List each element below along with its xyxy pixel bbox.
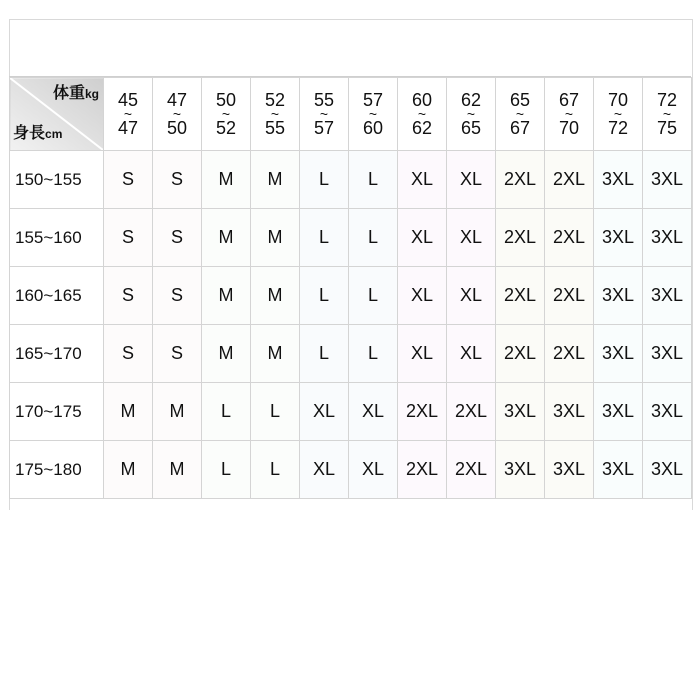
size-cell: 2XL xyxy=(545,267,594,325)
weight-range-header xyxy=(300,78,349,151)
size-cell: 3XL xyxy=(594,383,643,441)
height-unit: cm xyxy=(45,127,63,141)
weight-value: 70 xyxy=(607,89,629,110)
size-cell: 3XL xyxy=(594,441,643,499)
size-cell: M xyxy=(202,151,251,209)
size-cell: 3XL xyxy=(643,267,692,325)
weight-value: 62 xyxy=(411,117,433,138)
size-cell: S xyxy=(153,209,202,267)
size-cell: S xyxy=(104,209,153,267)
size-row xyxy=(10,151,692,209)
range-separator: ~ xyxy=(368,105,378,122)
weight-range-header xyxy=(349,78,398,151)
size-cell: S xyxy=(104,267,153,325)
size-cell: 3XL xyxy=(594,209,643,267)
weight-range-header xyxy=(202,78,251,151)
size-cell: 2XL xyxy=(496,209,545,267)
size-cell: 3XL xyxy=(643,441,692,499)
size-cell: L xyxy=(349,325,398,383)
size-cell: M xyxy=(104,441,153,499)
weight-value: 62 xyxy=(460,89,482,110)
size-cell: L xyxy=(349,151,398,209)
size-cell: M xyxy=(153,441,202,499)
height-axis-label xyxy=(13,124,62,144)
weight-label-text: 体重 xyxy=(52,85,85,102)
size-cell: 2XL xyxy=(447,383,496,441)
weight-range-header xyxy=(496,78,545,151)
weight-value: 50 xyxy=(166,117,188,138)
size-cell: M xyxy=(202,325,251,383)
size-cell: L xyxy=(349,209,398,267)
size-cell: XL xyxy=(447,325,496,383)
size-cell: 3XL xyxy=(643,325,692,383)
size-cell: L xyxy=(300,325,349,383)
size-cell: XL xyxy=(300,383,349,441)
size-cell: 2XL xyxy=(398,383,447,441)
weight-range-header xyxy=(643,78,692,151)
size-cell: XL xyxy=(398,267,447,325)
weight-range-header xyxy=(594,78,643,151)
size-row xyxy=(10,209,692,267)
size-cell: M xyxy=(153,383,202,441)
size-cell: 2XL xyxy=(496,267,545,325)
size-cell: XL xyxy=(349,441,398,499)
range-separator: ~ xyxy=(319,105,329,122)
range-separator: ~ xyxy=(466,105,476,122)
size-row xyxy=(10,325,692,383)
size-cell: M xyxy=(251,151,300,209)
size-cell: XL xyxy=(349,383,398,441)
weight-value: 55 xyxy=(264,117,286,138)
size-row xyxy=(10,267,692,325)
weight-range-header xyxy=(104,78,153,151)
size-cell: M xyxy=(202,267,251,325)
size-cell: M xyxy=(251,209,300,267)
size-cell: 2XL xyxy=(447,441,496,499)
size-cell: 3XL xyxy=(594,325,643,383)
weight-value: 57 xyxy=(362,89,384,110)
corner-header-cell xyxy=(10,78,104,151)
size-cell: 2XL xyxy=(496,325,545,383)
size-cell: M xyxy=(104,383,153,441)
size-cell: XL xyxy=(447,151,496,209)
weight-value: 52 xyxy=(215,117,237,138)
size-row xyxy=(10,383,692,441)
weight-value: 47 xyxy=(166,89,188,110)
size-cell: 3XL xyxy=(496,441,545,499)
size-cell: 2XL xyxy=(545,151,594,209)
weight-value: 47 xyxy=(117,117,139,138)
size-cell: L xyxy=(300,209,349,267)
size-cell: XL xyxy=(398,209,447,267)
size-cell: S xyxy=(153,151,202,209)
height-label-text: 身長 xyxy=(13,125,46,142)
size-cell: 3XL xyxy=(545,383,594,441)
size-cell: 3XL xyxy=(594,151,643,209)
range-separator: ~ xyxy=(172,105,182,122)
weight-value: 55 xyxy=(313,89,335,110)
size-cell: 3XL xyxy=(643,209,692,267)
height-range-cell: 165~170 xyxy=(10,325,104,383)
range-separator: ~ xyxy=(613,105,623,122)
size-cell: XL xyxy=(447,267,496,325)
weight-value: 72 xyxy=(656,89,678,110)
height-range-cell: 160~165 xyxy=(10,267,104,325)
size-cell: L xyxy=(300,267,349,325)
size-cell: 3XL xyxy=(594,267,643,325)
weight-value: 70 xyxy=(558,117,580,138)
range-separator: ~ xyxy=(564,105,574,122)
weight-axis-label xyxy=(53,84,99,104)
size-cell: 2XL xyxy=(398,441,447,499)
size-cell: 3XL xyxy=(496,383,545,441)
size-cell: L xyxy=(202,383,251,441)
size-cell: XL xyxy=(398,151,447,209)
range-separator: ~ xyxy=(221,105,231,122)
size-cell: L xyxy=(300,151,349,209)
weight-range-header xyxy=(398,78,447,151)
size-cell: XL xyxy=(300,441,349,499)
range-separator: ~ xyxy=(123,105,133,122)
weight-value: 72 xyxy=(607,117,629,138)
height-range-cell: 170~175 xyxy=(10,383,104,441)
weight-value: 50 xyxy=(215,89,237,110)
weight-value: 57 xyxy=(313,117,335,138)
height-range-cell: 155~160 xyxy=(10,209,104,267)
weight-value: 60 xyxy=(411,89,433,110)
size-cell: 2XL xyxy=(545,325,594,383)
size-cell: L xyxy=(251,441,300,499)
height-range-cell: 150~155 xyxy=(10,151,104,209)
size-cell: 3XL xyxy=(643,151,692,209)
size-cell: 3XL xyxy=(545,441,594,499)
range-separator: ~ xyxy=(662,105,672,122)
range-separator: ~ xyxy=(417,105,427,122)
size-cell: S xyxy=(153,325,202,383)
size-cell: M xyxy=(251,325,300,383)
weight-value: 52 xyxy=(264,89,286,110)
weight-value: 75 xyxy=(656,117,678,138)
weight-value: 65 xyxy=(509,89,531,110)
range-separator: ~ xyxy=(515,105,525,122)
size-cell: L xyxy=(349,267,398,325)
size-cell: L xyxy=(251,383,300,441)
weight-range-header xyxy=(545,78,594,151)
size-cell: XL xyxy=(398,325,447,383)
weight-range-header xyxy=(251,78,300,151)
weight-value: 67 xyxy=(558,89,580,110)
weight-range-header xyxy=(153,78,202,151)
size-cell: M xyxy=(251,267,300,325)
size-cell: 2XL xyxy=(496,151,545,209)
range-separator: ~ xyxy=(270,105,280,122)
size-cell: S xyxy=(104,151,153,209)
size-cell: 2XL xyxy=(545,209,594,267)
size-chart-table xyxy=(9,77,692,499)
weight-value: 60 xyxy=(362,117,384,138)
size-row xyxy=(10,441,692,499)
size-cell: L xyxy=(202,441,251,499)
height-range-cell: 175~180 xyxy=(10,441,104,499)
weight-range-header xyxy=(447,78,496,151)
weight-value: 67 xyxy=(509,117,531,138)
size-cell: 3XL xyxy=(643,383,692,441)
size-cell: M xyxy=(202,209,251,267)
size-cell: XL xyxy=(447,209,496,267)
size-cell: S xyxy=(104,325,153,383)
weight-unit: kg xyxy=(84,87,99,101)
weight-value: 65 xyxy=(460,117,482,138)
weight-header-row xyxy=(10,78,692,151)
size-cell: S xyxy=(153,267,202,325)
weight-value: 45 xyxy=(117,89,139,110)
